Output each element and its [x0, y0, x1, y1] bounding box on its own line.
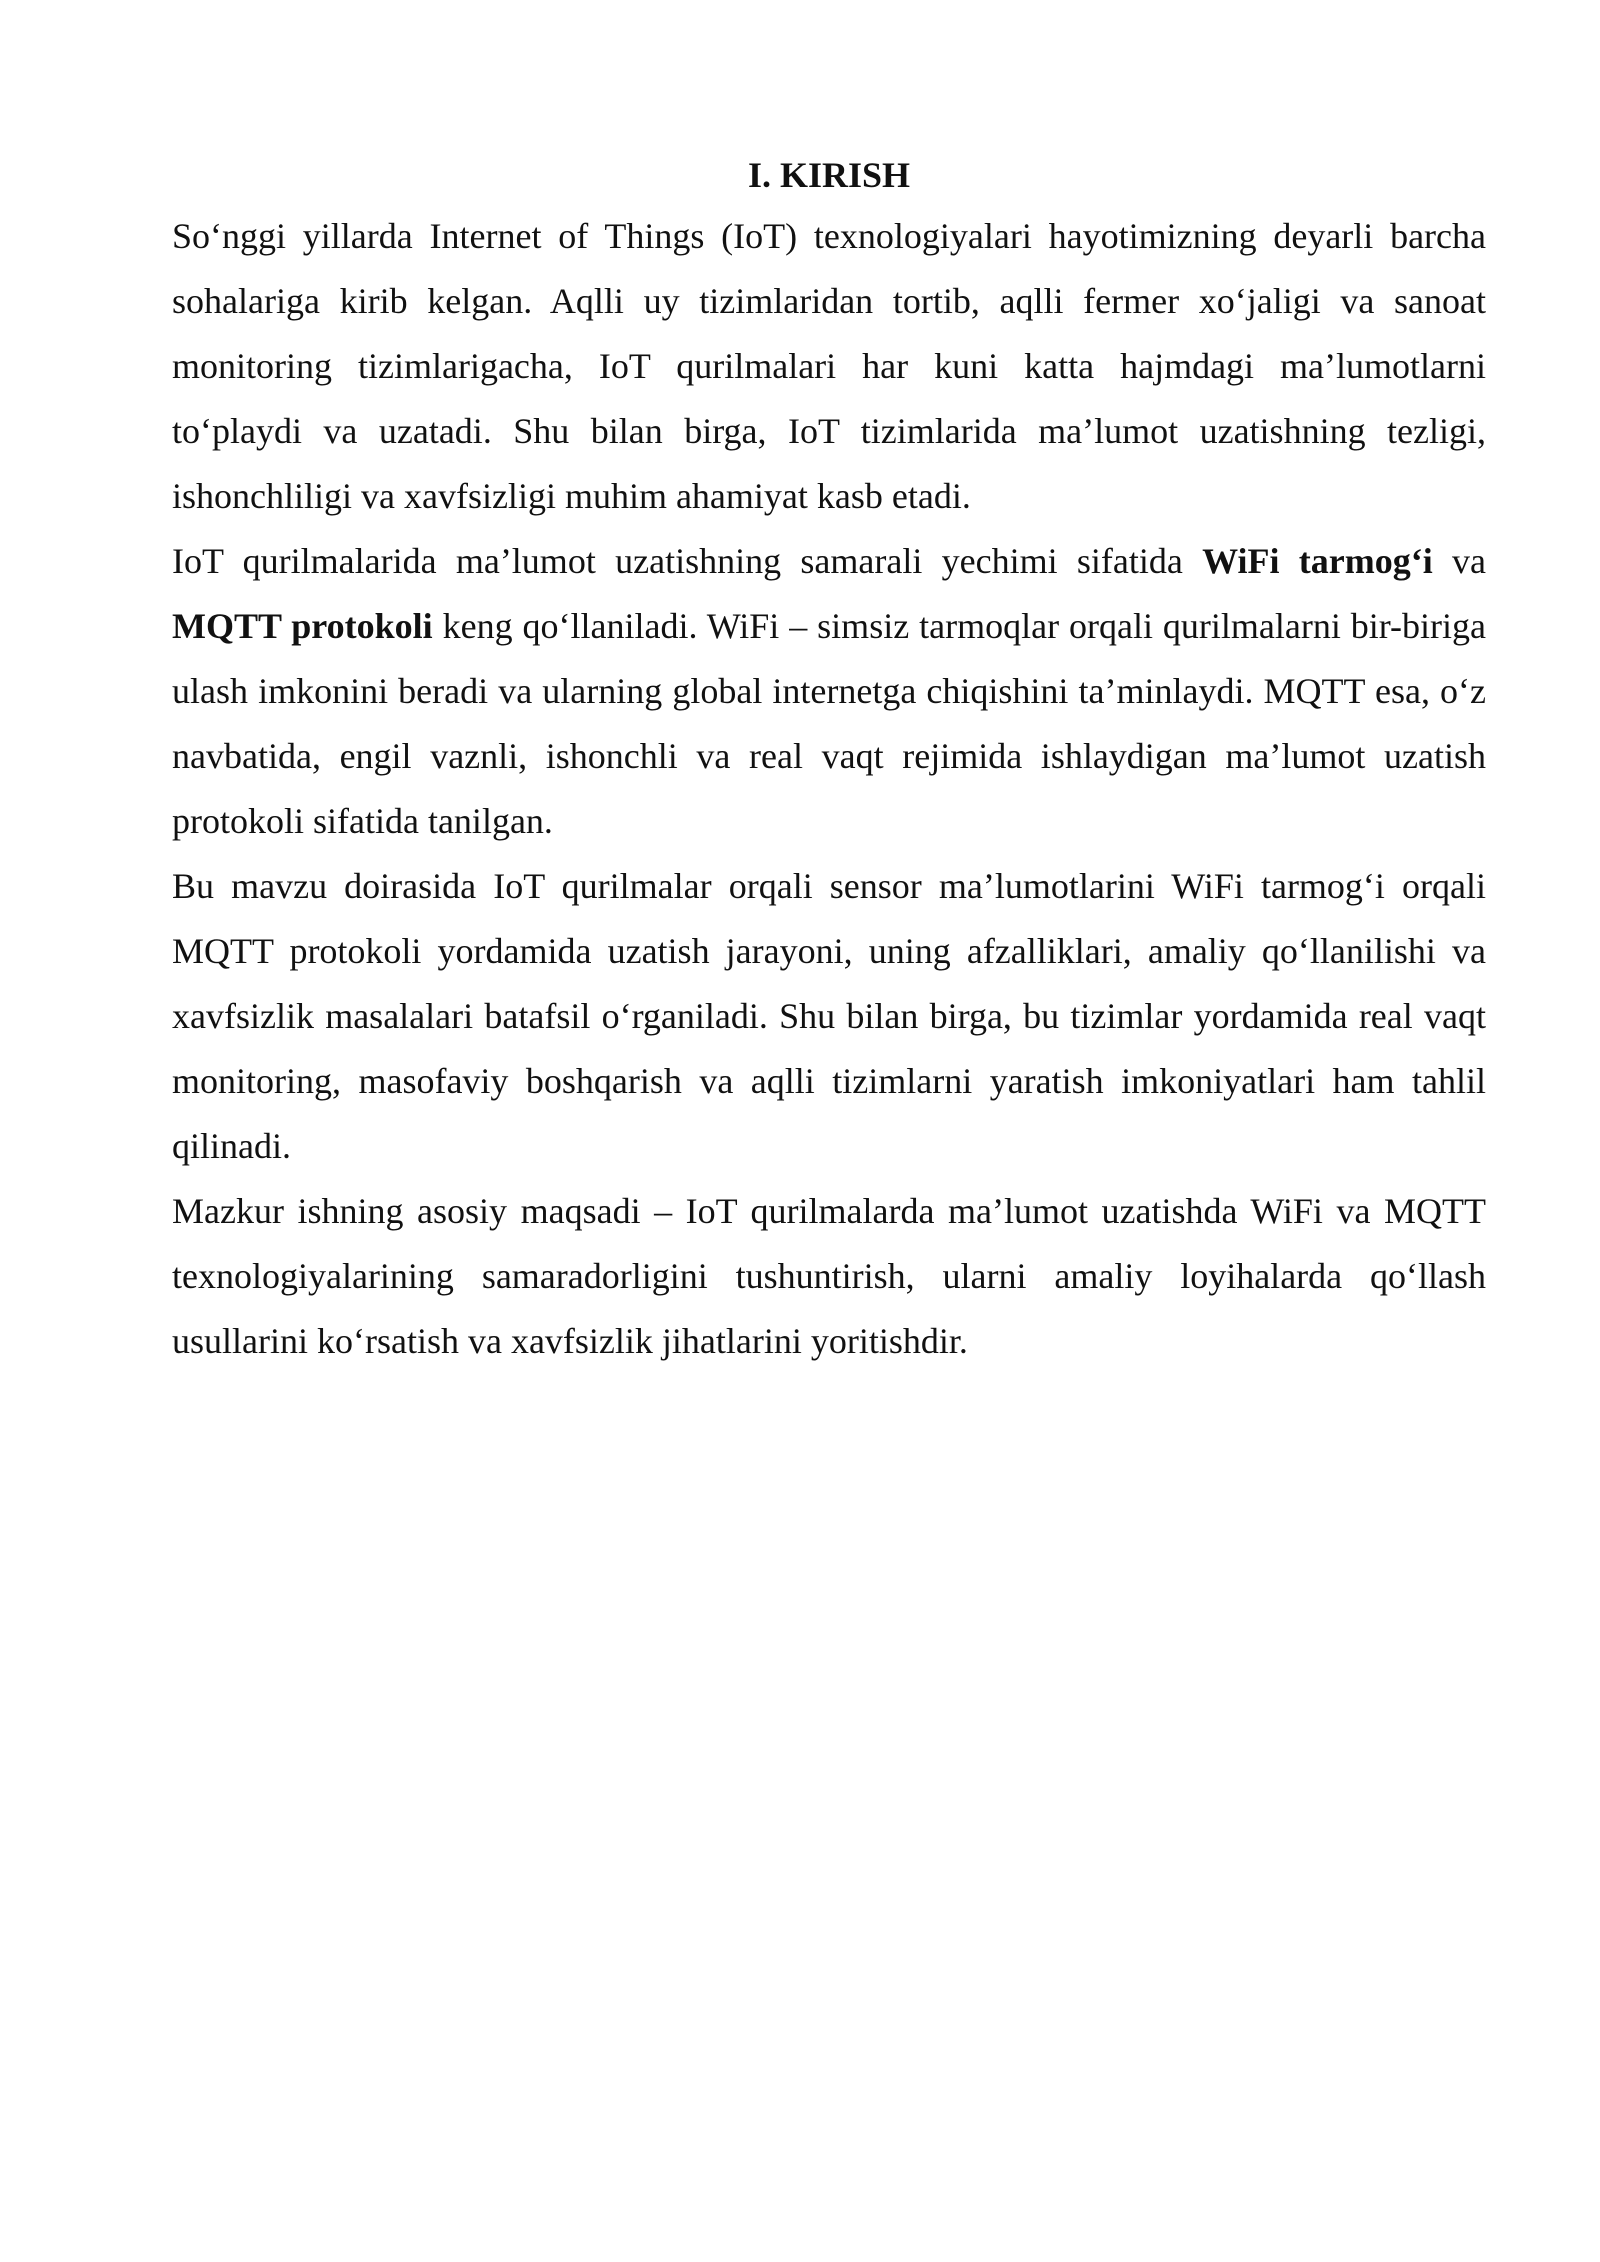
document-page: [172, 148, 1486, 1374]
paragraph-intro: So‘nggi yillarda Internet of Things (IoT) texnologiyalari hayotimizning deyarli barcha sohalariga kirib kelgan. Aqlli uy tizimlaridan tortib, aqlli fermer xo‘jaligi va sanoat monitoring tizimlarigacha, IoT qurilmalari har kuni katta hajmdagi ma’lumotlarni to‘playdi va uzatadi. Shu bilan birga, IoT tizimlarida ma’lumot uzatishning tezligi, ishonchliligi va xavfsizligi muhim ahamiyat kasb etadi.: [172, 216, 1486, 516]
paragraph-goal: Mazkur ishning asosiy maqsadi – IoT qurilmalarda ma’lumot uzatishda WiFi va MQTT texnologiyalarining samaradorligini tushuntirish, ularni amaliy loyihalarda qo‘llash usullarini ko‘rsatish va xavfsizlik jihatlarini yoritishdir.: [172, 1191, 1486, 1361]
section-heading: I. KIRISH: [747, 155, 911, 195]
paragraph-wifi-mqtt-text-2: va: [1432, 541, 1487, 581]
paragraph-wifi-mqtt-text-1: IoT qurilmalarida ma’lumot uzatishning samarali yechimi sifatida: [172, 541, 1203, 581]
bold-term-mqtt: MQTT protokoli: [172, 606, 433, 646]
paragraph-scope: Bu mavzu doirasida IoT qurilmalar orqali sensor ma’lumotlarini WiFi tarmog‘i orqali MQTT protokoli yordamida uzatish jarayoni, uning afzalliklari, amaliy qo‘llanilishi va xavfsizlik masalalari batafsil o‘rganiladi. Shu bilan birga, bu tizimlar yordamida real vaqt monitoring, masofaviy boshqarish va aqlli tizimlarni yaratish imkoniyatlari ham tahlil qilinadi.: [172, 866, 1486, 1166]
bold-term-wifi: WiFi tarmog‘i: [1202, 541, 1433, 581]
paragraph-wifi-mqtt-text-3: keng qo‘llaniladi. WiFi – simsiz tarmoqlar orqali qurilmalarni bir-biriga ulash imkonini beradi va ularning global internetga chiqishini ta’minlaydi. MQTT esa, o‘z navbatida, engil vaznli, ishonchli va real vaqt rejimida ishlaydigan ma’lumot uzatish protokoli sifatida tanilgan.: [172, 606, 1486, 841]
paragraph-wifi-mqtt: [172, 529, 1486, 854]
